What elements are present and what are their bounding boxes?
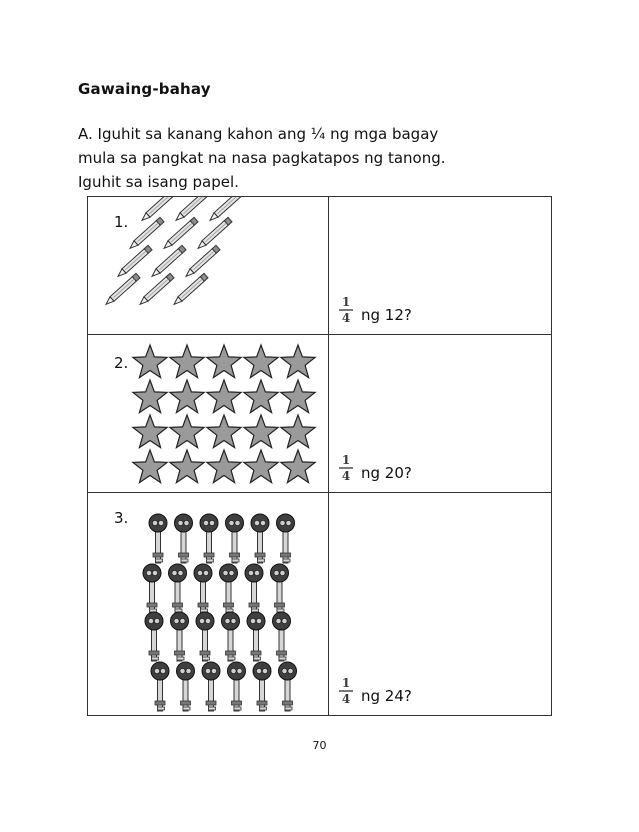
question-text: ng 20? [361,464,412,482]
pencil-icon [162,217,198,250]
key-icon [202,662,220,711]
key-icon [196,612,214,661]
star-icon [244,450,278,483]
instruction-line: mula sa pangkat na nasa pagkatapos ng tanong. [78,149,446,167]
star-icon [170,415,204,448]
key-icon [222,612,240,661]
key-icon [271,564,289,613]
instruction-line: Iguhit sa isang papel. [78,173,239,191]
key-icon [247,612,265,661]
pencil-icon [128,217,164,250]
key-icon [245,564,263,613]
star-icon [244,380,278,413]
star-icon [281,345,315,378]
fraction-denominator: 4 [341,692,351,706]
key-icon [194,564,212,613]
star-icon [244,345,278,378]
key-icon [171,612,189,661]
fraction-one-fourth [339,677,353,705]
key-icon [145,612,163,661]
star-group [88,335,328,492]
exercise-row [88,493,552,716]
exercise-table [87,196,552,716]
question-text: ng 12? [361,306,412,324]
star-icon [133,380,167,413]
star-icon [207,450,241,483]
key-group [88,493,328,715]
key-icon [273,612,291,661]
star-icon [170,380,204,413]
pencil-icon [150,245,186,278]
key-icon [253,662,271,711]
exercise-row [88,197,552,335]
star-icon [133,415,167,448]
pencil-icon [138,273,174,306]
pencil-icon [196,217,232,250]
key-icon [228,662,246,711]
fraction-numerator: 1 [341,295,351,309]
question-text: ng 24? [361,687,412,705]
pencil-group [88,197,328,334]
star-icon [207,415,241,448]
star-icon [281,450,315,483]
exercise-row [88,335,552,493]
star-icon [170,450,204,483]
star-icon [281,415,315,448]
answer-box[interactable] [329,197,552,335]
key-icon [200,514,218,563]
item-number: 1. [114,213,129,231]
fraction-denominator: 4 [341,311,351,325]
key-icon [279,662,297,711]
instructions [78,122,548,194]
key-icon [177,662,195,711]
page-title: Gawaing-bahay [78,80,211,98]
key-icon [251,514,269,563]
pencil-icon [104,273,140,306]
star-icon [281,380,315,413]
object-group-cell [88,493,329,716]
key-icon [226,514,244,563]
key-icon [220,564,238,613]
pencil-icon [116,245,152,278]
answer-box[interactable] [329,335,552,493]
key-icon [151,662,169,711]
key-icon [277,514,295,563]
instruction-line: A. Iguhit sa kanang kahon ang ¼ ng mga bagay [78,125,439,143]
fraction-numerator: 1 [341,676,351,690]
fraction-one-fourth [339,454,353,482]
key-icon [169,564,187,613]
pencil-icon [184,245,220,278]
page-number: 70 [312,739,327,752]
pencil-icon [172,273,208,306]
fraction-denominator: 4 [341,469,351,483]
answer-box[interactable] [329,493,552,716]
star-icon [133,345,167,378]
star-icon [244,415,278,448]
star-icon [207,380,241,413]
key-icon [143,564,161,613]
star-icon [207,345,241,378]
key-icon [149,514,167,563]
star-icon [133,450,167,483]
object-group-cell [88,197,329,335]
key-icon [175,514,193,563]
item-number: 2. [114,354,129,372]
item-number: 3. [114,509,129,527]
object-group-cell [88,335,329,493]
fraction-numerator: 1 [341,453,351,467]
star-icon [170,345,204,378]
fraction-one-fourth [339,296,353,324]
